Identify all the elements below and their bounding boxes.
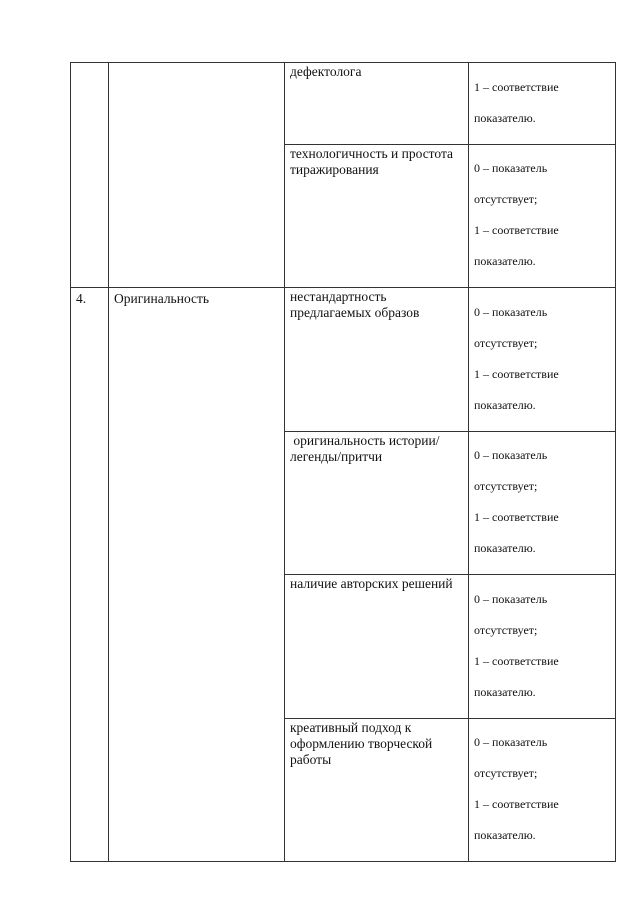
scoring-line: 0 – показатель	[474, 735, 548, 749]
scoring-line: показателю.	[474, 684, 536, 699]
table-row	[71, 63, 616, 145]
scoring-line: 1 – соответствие	[474, 653, 559, 668]
scoring-line: отсутствует;	[474, 766, 538, 780]
criterion-name-cell	[109, 63, 285, 288]
scoring-cell	[469, 63, 616, 145]
table-row	[71, 288, 616, 432]
scoring-line: 1 – соответствие	[474, 223, 559, 237]
scoring-cell	[469, 288, 616, 432]
criterion-name-cell: Оригинальность	[109, 288, 285, 862]
row-number-cell: 4.	[71, 288, 109, 862]
scoring-cell	[469, 144, 616, 288]
indicator-cell: технологичность и простота тиражирования	[285, 144, 469, 288]
scoring-line: показателю.	[474, 254, 536, 268]
indicator-cell: дефектолога	[285, 63, 469, 145]
scoring-line: показателю.	[474, 541, 536, 555]
scoring-line: 1 – соответствие	[474, 510, 559, 524]
scoring-line: отсутствует;	[474, 192, 538, 206]
scoring-line: 0 – показатель	[474, 304, 548, 319]
indicator-cell: оригинальность истории/легенды/притчи	[285, 431, 469, 575]
scoring-line: 0 – показатель	[474, 448, 548, 462]
scoring-line: отсутствует;	[474, 479, 538, 493]
scoring-line: показателю.	[474, 110, 536, 125]
indicator-cell: креативный подход к оформлению творческой работы	[285, 718, 469, 862]
scoring-cell	[469, 431, 616, 575]
scoring-line: 0 – показатель	[474, 591, 548, 606]
scoring-line: 1 – соответствие	[474, 366, 559, 381]
scoring-line: показателю.	[474, 397, 536, 412]
scoring-line: 1 – соответствие	[474, 797, 559, 811]
scoring-line: отсутствует;	[474, 335, 538, 350]
row-number-cell	[71, 63, 109, 288]
indicator-cell: наличие авторских решений	[285, 575, 469, 719]
scoring-line: отсутствует;	[474, 622, 538, 637]
scoring-cell	[469, 575, 616, 719]
scoring-line: 0 – показатель	[474, 161, 548, 175]
criteria-table	[70, 62, 616, 862]
indicator-cell: нестандартность предлагаемых образов	[285, 288, 469, 432]
scoring-cell	[469, 718, 616, 862]
scoring-line: 1 – соответствие	[474, 79, 559, 94]
scoring-line: показателю.	[474, 828, 536, 842]
